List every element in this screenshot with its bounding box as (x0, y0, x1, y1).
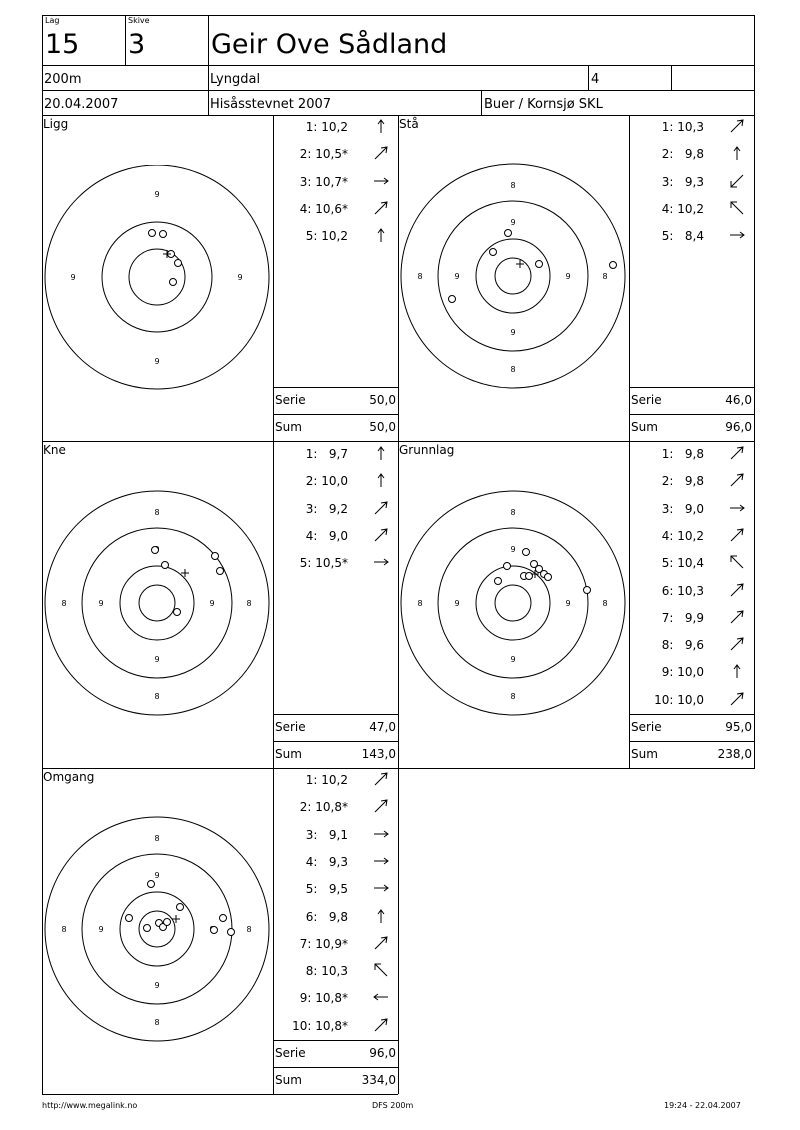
shot-row (276, 773, 394, 793)
shot-mark (174, 609, 181, 616)
ring-label-outer: 8 (510, 508, 516, 517)
shot-row (632, 502, 750, 522)
ring-label-inner: 9 (154, 981, 160, 990)
shot-mark (175, 260, 182, 267)
target-omgang (42, 801, 274, 1061)
shot-row (276, 229, 394, 249)
footer-program: DFS 200m (372, 1101, 414, 1110)
shot-value: 1: 10,2 (305, 120, 348, 134)
shot-value: 2: 9,8 (661, 474, 704, 489)
ring-label-outer: 8 (417, 599, 423, 608)
shot-row (276, 447, 394, 467)
direction-arrow-icon (728, 581, 746, 599)
shot-mark (449, 296, 456, 303)
shot-value: 1: 10,3 (661, 120, 704, 134)
direction-arrow-icon (372, 770, 390, 788)
serie-value: 50,0 (369, 393, 396, 407)
location: Buer / Kornsjø SKL (484, 97, 603, 112)
ring-label-inner: 9 (98, 925, 104, 934)
shot-value: 3: 9,2 (305, 501, 348, 516)
shot-mark (584, 587, 591, 594)
shot-row (632, 229, 750, 249)
serie-label: Serie (275, 393, 306, 407)
ring-label-outer: 8 (602, 272, 608, 281)
shot-value: 8: 9,6 (661, 638, 704, 653)
direction-arrow-icon (728, 117, 746, 135)
serie-value: 95,0 (725, 720, 752, 734)
shot-mark (170, 279, 177, 286)
ring-label-outer: 8 (417, 272, 423, 281)
serie-label: Serie (631, 393, 662, 407)
shot-value: 5: 10,2 (305, 229, 348, 244)
ring-label-outer: 8 (154, 834, 160, 843)
event: Hisåsstevnet 2007 (210, 97, 332, 112)
direction-arrow-icon (728, 144, 746, 162)
shot-row (632, 120, 750, 140)
date: 20.04.2007 (44, 97, 119, 112)
sum-label: Sum (275, 420, 302, 434)
direction-arrow-icon (728, 199, 746, 217)
shot-row (632, 556, 750, 576)
shot-value: 5: 10,5* (299, 556, 348, 571)
shot-row (632, 474, 750, 494)
sum-value: 334,0 (361, 1073, 396, 1087)
sum-value: 238,0 (717, 747, 752, 761)
shot-row (276, 556, 394, 576)
shot-mark (148, 881, 155, 888)
direction-arrow-icon (728, 553, 746, 571)
section-title-omgang: Omgang (43, 770, 95, 784)
direction-arrow-icon (372, 797, 390, 815)
ring-label-inner: 9 (565, 272, 571, 281)
shot-value: 3: 9,0 (661, 501, 704, 516)
shot-mark (211, 927, 218, 934)
direction-arrow-icon (728, 635, 746, 653)
shot-row (276, 937, 394, 957)
skive-value: 3 (128, 29, 146, 60)
shot-mark (152, 547, 159, 554)
direction-arrow-icon (372, 907, 390, 925)
section-title-ligg: Ligg (43, 117, 69, 131)
direction-arrow-icon (728, 608, 746, 626)
shot-mark (177, 904, 184, 911)
direction-arrow-icon (372, 144, 390, 162)
sum-label: Sum (275, 1073, 302, 1087)
shot-row (632, 611, 750, 631)
direction-arrow-icon (372, 199, 390, 217)
serie-value: 96,0 (369, 1046, 396, 1060)
ring-label-outer: 8 (510, 365, 516, 374)
shooter-name: Geir Ove Sådland (211, 29, 448, 60)
shot-value: 6: 9,8 (305, 909, 348, 924)
direction-arrow-icon (372, 988, 390, 1006)
shot-value: 4: 10,2 (661, 528, 704, 543)
shot-value: 1: 9,7 (305, 447, 348, 461)
ring-label-inner: 9 (510, 655, 516, 664)
direction-arrow-icon (372, 172, 390, 190)
ring-label-inner: 9 (209, 599, 215, 608)
club: Lyngdal (210, 72, 261, 87)
direction-arrow-icon (372, 934, 390, 952)
ring-label: 9 (237, 273, 243, 282)
shot-row (632, 638, 750, 658)
shot-mark (536, 261, 543, 268)
shot-mark (220, 915, 227, 922)
sum-value: 96,0 (725, 420, 752, 434)
shot-value: 5: 9,5 (305, 882, 348, 897)
shot-value: 7: 9,9 (661, 610, 704, 625)
shot-value: 10: 10,0 (654, 692, 704, 707)
shot-value: 8: 10,3 (305, 964, 348, 979)
shot-mark (164, 919, 171, 926)
shot-value: 2: 9,8 (661, 147, 704, 162)
shot-mark (505, 230, 512, 237)
shot-mark (495, 578, 502, 585)
ring-label-inner: 9 (154, 871, 160, 880)
shot-value: 4: 9,0 (305, 528, 348, 543)
shot-mark (212, 553, 219, 560)
sum-value: 143,0 (361, 747, 396, 761)
sum-label: Sum (275, 747, 302, 761)
shot-row (632, 665, 750, 685)
section-title-staa: Stå (399, 117, 419, 131)
direction-arrow-icon (372, 117, 390, 135)
direction-arrow-icon (372, 499, 390, 517)
direction-arrow-icon (372, 471, 390, 489)
shot-row (276, 855, 394, 875)
shot-row (632, 529, 750, 549)
serie-value: 47,0 (369, 720, 396, 734)
shot-row (276, 910, 394, 930)
shot-value: 5: 10,4 (661, 556, 704, 571)
shot-row (276, 991, 394, 1011)
direction-arrow-icon (372, 879, 390, 897)
shot-mark (523, 549, 530, 556)
shot-mark (545, 574, 552, 581)
shot-value: 9: 10,0 (661, 665, 704, 680)
shot-row (276, 175, 394, 195)
serie-value: 46,0 (725, 393, 752, 407)
shot-mark (160, 231, 167, 238)
shot-value: 3: 9,3 (661, 174, 704, 189)
serie-label: Serie (631, 720, 662, 734)
ring-label-outer: 8 (510, 692, 516, 701)
section-title-kne: Kne (43, 443, 66, 457)
ring-label-inner: 9 (510, 218, 516, 227)
ring-label: 9 (70, 273, 76, 282)
sum-label: Sum (631, 420, 658, 434)
direction-arrow-icon (728, 690, 746, 708)
sum-label: Sum (631, 747, 658, 761)
shot-value: 1: 10,2 (305, 773, 348, 787)
lag-value: 15 (45, 29, 80, 60)
serie-label: Serie (275, 1046, 306, 1060)
ring-label-outer: 8 (246, 925, 252, 934)
shot-value: 6: 10,3 (661, 583, 704, 598)
shot-value: 3: 10,7* (299, 174, 348, 189)
direction-arrow-icon (728, 526, 746, 544)
shot-row (276, 147, 394, 167)
direction-arrow-icon (728, 226, 746, 244)
shot-row (276, 964, 394, 984)
shot-row (632, 147, 750, 167)
lag-label: Lag (45, 16, 60, 25)
target-staa (398, 148, 630, 408)
serie-label: Serie (275, 720, 306, 734)
shot-row (632, 584, 750, 604)
shot-value: 7: 10,9* (299, 936, 348, 951)
direction-arrow-icon (372, 1016, 390, 1034)
shot-row (276, 529, 394, 549)
shot-value: 1: 9,8 (661, 447, 704, 461)
direction-arrow-icon (728, 471, 746, 489)
class: 4 (591, 72, 600, 87)
section-title-grunnlag: Grunnlag (399, 443, 455, 457)
direction-arrow-icon (372, 226, 390, 244)
direction-arrow-icon (372, 444, 390, 462)
direction-arrow-icon (728, 499, 746, 517)
ring-label: 9 (154, 190, 160, 199)
ring-label-inner: 9 (454, 599, 460, 608)
ring-label-inner: 9 (510, 328, 516, 337)
ring-label-outer: 8 (154, 1018, 160, 1027)
distance: 200m (44, 72, 82, 87)
shot-mark (610, 262, 617, 269)
target-grunnlag (398, 475, 630, 735)
direction-arrow-icon (372, 526, 390, 544)
shot-value: 4: 10,2 (661, 201, 704, 216)
shot-value: 2: 10,8* (299, 800, 348, 815)
shot-mark (149, 230, 156, 237)
ring-label-outer: 8 (510, 181, 516, 190)
ring-label-outer: 8 (154, 508, 160, 517)
direction-arrow-icon (372, 961, 390, 979)
shot-mark (162, 562, 169, 569)
ring-label-outer: 8 (602, 599, 608, 608)
shot-mark (126, 915, 133, 922)
direction-arrow-icon (372, 852, 390, 870)
shot-row (632, 447, 750, 467)
shot-row (276, 882, 394, 902)
shot-mark (144, 925, 151, 932)
ring-label-inner: 9 (565, 599, 571, 608)
shot-row (276, 828, 394, 848)
ring-label: 9 (154, 357, 160, 366)
shot-mark (504, 563, 511, 570)
direction-arrow-icon (372, 825, 390, 843)
shot-row (276, 502, 394, 522)
shot-value: 5: 8,4 (661, 229, 704, 244)
sum-value: 50,0 (369, 420, 396, 434)
shot-value: 10: 10,8* (292, 1018, 348, 1033)
shot-mark (217, 568, 224, 575)
shot-row (276, 474, 394, 494)
target-ligg (42, 165, 274, 395)
shot-mark (490, 249, 497, 256)
ring-label-inner: 9 (510, 545, 516, 554)
shot-mark (228, 929, 235, 936)
shot-value: 2: 10,5* (299, 147, 348, 162)
ring-label-outer: 8 (61, 925, 67, 934)
shot-value: 2: 10,0 (305, 474, 348, 489)
shot-row (276, 800, 394, 820)
shot-row (276, 202, 394, 222)
shot-value: 4: 9,3 (305, 854, 348, 869)
shot-row (632, 175, 750, 195)
shot-row (632, 202, 750, 222)
direction-arrow-icon (728, 662, 746, 680)
shot-row (632, 693, 750, 713)
skive-label: Skive (128, 16, 150, 25)
shot-value: 4: 10,6* (299, 201, 348, 216)
ring-label-inner: 9 (98, 599, 104, 608)
footer-url[interactable]: http://www.megalink.no (42, 1101, 138, 1110)
footer-timestamp: 19:24 - 22.04.2007 (664, 1101, 741, 1110)
shot-value: 9: 10,8* (299, 991, 348, 1006)
ring-label-inner: 9 (454, 272, 460, 281)
ring-label-inner: 9 (154, 655, 160, 664)
direction-arrow-icon (372, 553, 390, 571)
ring-label-outer: 8 (154, 692, 160, 701)
direction-arrow-icon (728, 444, 746, 462)
ring-label-outer: 8 (61, 599, 67, 608)
direction-arrow-icon (728, 172, 746, 190)
ring-label-outer: 8 (246, 599, 252, 608)
target-kne (42, 475, 274, 735)
shot-row (276, 120, 394, 140)
shot-value: 3: 9,1 (305, 827, 348, 842)
shot-row (276, 1019, 394, 1039)
